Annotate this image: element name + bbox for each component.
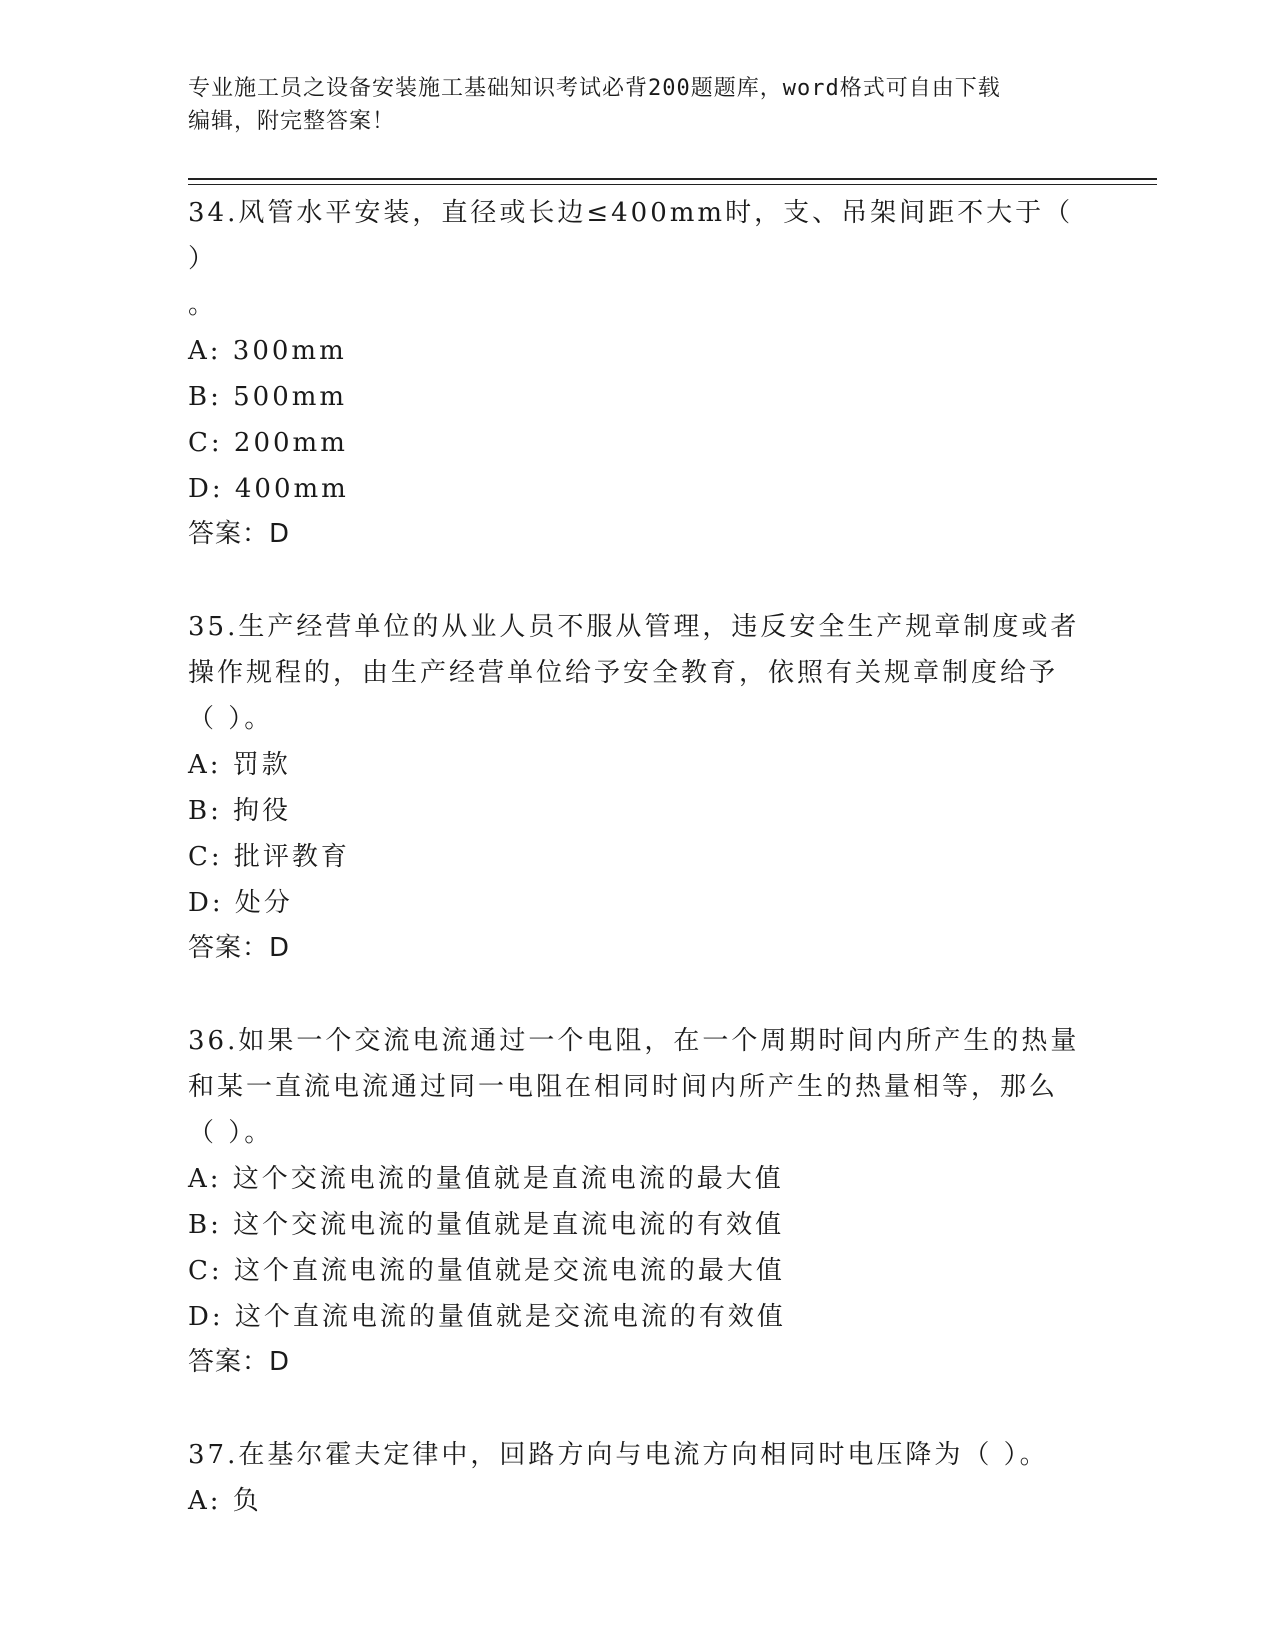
question-text-line: 34.风管水平安装，直径或长边≤400mm时，支、吊架间距不大于（ ） <box>188 198 1074 274</box>
question-list <box>188 190 1088 1524</box>
option-d: D: 400mm <box>188 474 349 504</box>
option-b: B: 拘役 <box>188 796 292 826</box>
option-d: D: 这个直流电流的量值就是交流电流的有效值 <box>188 1302 786 1332</box>
question-text-line: 操作规程的，由生产经营单位给予安全教育，依照有关规章制度给予 <box>188 658 1059 688</box>
question-text-line: 和某一直流电流通过同一电阻在相同时间内所产生的热量相等，那么 <box>188 1072 1059 1102</box>
header-line-1: 专业施工员之设备安装施工基础知识考试必背200题题库，word格式可自由下载 <box>188 76 1001 101</box>
option-a: A: 这个交流电流的量值就是直流电流的最大值 <box>188 1164 784 1194</box>
option-c: C: 这个直流电流的量值就是交流电流的最大值 <box>188 1256 785 1286</box>
option-c: C: 批评教育 <box>188 842 350 872</box>
answer: 答案：D <box>188 933 291 963</box>
question-text-line: 35.生产经营单位的从业人员不服从管理，违反安全生产规章制度或者 <box>188 612 1080 642</box>
header-divider-thick <box>188 178 1157 180</box>
option-a: A: 罚款 <box>188 750 291 780</box>
header-divider-thin <box>188 184 1157 185</box>
option-b: B: 500mm <box>188 382 348 412</box>
option-d: D: 处分 <box>188 888 293 918</box>
option-a: A: 300mm <box>188 336 347 366</box>
option-c: C: 200mm <box>188 428 348 458</box>
answer: 答案：D <box>188 1347 291 1377</box>
question-text-line: 36.如果一个交流电流通过一个电阻，在一个周期时间内所产生的热量 <box>188 1026 1080 1056</box>
header-line-2: 编辑，附完整答案！ <box>188 109 396 134</box>
document-header <box>188 72 1068 138</box>
question-text-line: （ ）。 <box>188 1118 274 1148</box>
question-37 <box>188 1432 1088 1524</box>
question-text-line: （ ）。 <box>188 704 274 734</box>
question-35 <box>188 604 1088 970</box>
answer: 答案：D <box>188 519 291 549</box>
question-36 <box>188 1018 1088 1384</box>
question-text-line: 。 <box>188 290 218 320</box>
question-34 <box>188 190 1088 556</box>
question-text-line: 37.在基尔霍夫定律中，回路方向与电流方向相同时电压降为（ ）。 <box>188 1440 1049 1470</box>
option-a: A: 负 <box>188 1486 262 1516</box>
option-b: B: 这个交流电流的量值就是直流电流的有效值 <box>188 1210 785 1240</box>
